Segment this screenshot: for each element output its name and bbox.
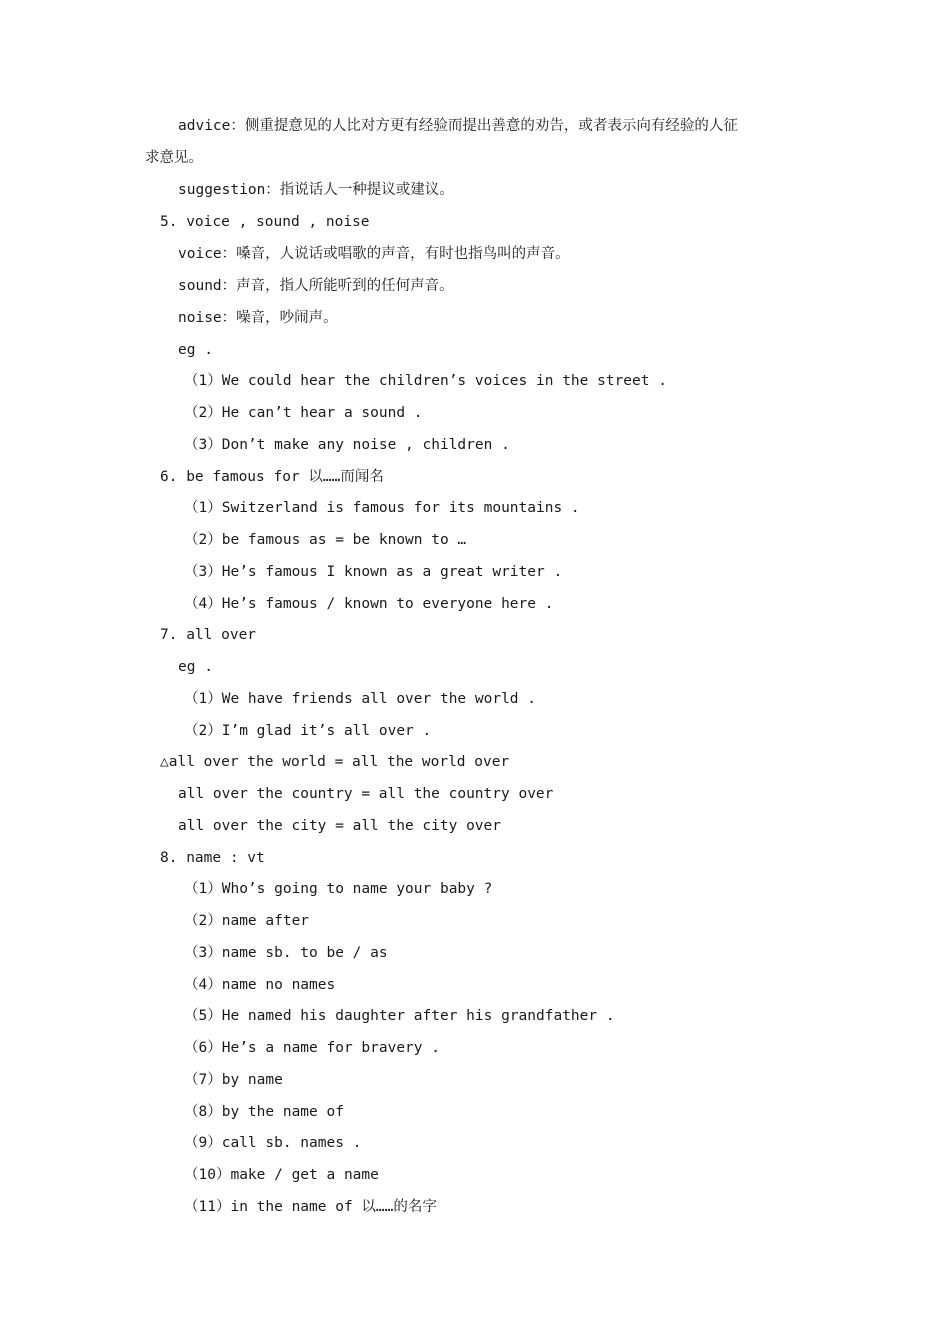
advice-definition-continuation: 求意见。 xyxy=(145,150,203,166)
advice-definition-line: advice：侧重提意见的人比对方更有经验而提出善意的劝告，或者表示向有经验的人征 xyxy=(178,118,738,134)
example-line: （1）Who’s going to name your baby ? xyxy=(184,881,493,897)
note-line: all over the country = all the country over xyxy=(178,786,554,802)
section-7-heading: 7. all over xyxy=(160,627,257,643)
example-line: （1）We have friends all over the world . xyxy=(184,691,537,707)
suggestion-definition-line: suggestion：指说话人一种提议或建议。 xyxy=(178,182,454,198)
sound-definition-line: sound：声音，指人所能听到的任何声音。 xyxy=(178,278,454,294)
example-line: （1）We could hear the children’s voices in the street . xyxy=(184,373,667,389)
example-line: （3）name sb. to be / as xyxy=(184,945,388,961)
note-line: all over the city = all the city over xyxy=(178,818,502,834)
example-label: eg . xyxy=(178,342,213,358)
example-line: （9）call sb. names . xyxy=(184,1135,362,1151)
example-line: （10）make / get a name xyxy=(184,1167,379,1183)
example-line: （2）He can’t hear a sound . xyxy=(184,405,423,421)
example-line: （3）Don’t make any noise , children . xyxy=(184,437,510,453)
voice-definition-line: voice：嗓音，人说话或唱歌的声音，有时也指鸟叫的声音。 xyxy=(178,246,570,262)
example-line: （6）He’s a name for bravery . xyxy=(184,1040,440,1056)
section-6-heading: 6. be famous for 以……而闻名 xyxy=(160,469,384,485)
example-line: （5）He named his daughter after his grandfather . xyxy=(184,1008,615,1024)
example-line: （2）name after xyxy=(184,913,310,929)
section-5-heading: 5. voice , sound , noise xyxy=(160,214,370,230)
example-line: （1）Switzerland is famous for its mountains . xyxy=(184,500,580,516)
example-line: （2）I’m glad it’s all over . xyxy=(184,723,432,739)
example-line: （4）He’s famous / known to everyone here . xyxy=(184,596,554,612)
example-label: eg . xyxy=(178,659,213,675)
example-line: （4）name no names xyxy=(184,977,336,993)
example-line: （8）by the name of xyxy=(184,1104,344,1120)
example-line: （7）by name xyxy=(184,1072,283,1088)
example-line: （3）He’s famous I known as a great writer . xyxy=(184,564,563,580)
example-line: （11）in the name of 以……的名字 xyxy=(184,1199,437,1215)
section-8-heading: 8. name : vt xyxy=(160,850,265,866)
noise-definition-line: noise：噪音，吵闹声。 xyxy=(178,310,338,326)
example-line: （2）be famous as = be known to … xyxy=(184,532,467,548)
note-line: △all over the world = all the world over xyxy=(160,754,510,770)
